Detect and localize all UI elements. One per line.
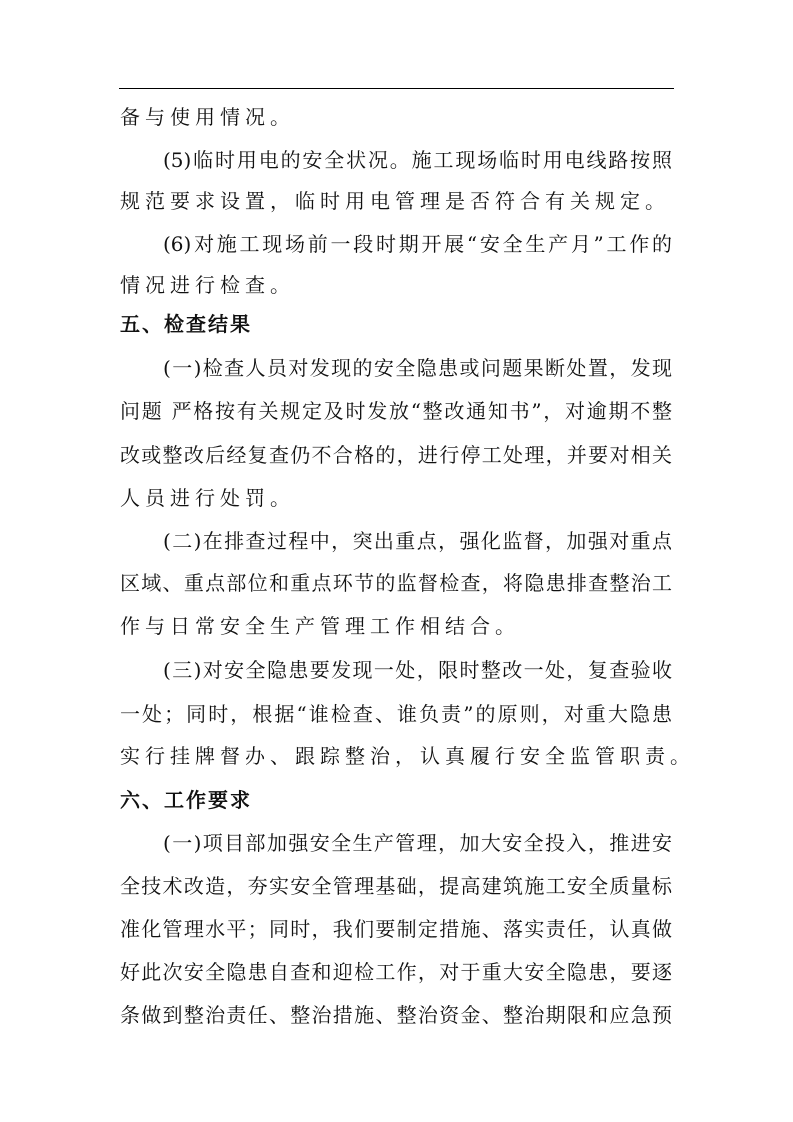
text-line: 准化管理水平；同时，我们要制定措施、落实责任，认真做 — [120, 917, 672, 941]
text-line: (三)对安全隐患要发现一处，限时整改一处，复查验收 — [163, 658, 672, 682]
section-heading: 六、工作要求 — [120, 788, 252, 812]
text-line: 实行挂牌督办、跟踪整治，认真履行安全监管职责。 — [120, 744, 695, 768]
text-line: 规范要求设置，临时用电管理是否符合有关规定。 — [120, 189, 670, 213]
text-line: 全技术改造，夯实安全管理基础，提高建筑施工安全质量标 — [120, 874, 672, 898]
text-line: 改或整改后经复查仍不合格的，进行停工处理，并要对相关 — [120, 443, 672, 467]
text-line: 区域、重点部位和重点环节的监督检查，将隐患排查整治工 — [120, 571, 672, 595]
text-line: (二)在排查过程中，突出重点，强化监督，加强对重点 — [163, 529, 672, 553]
text-line: 人员进行处罚。 — [120, 486, 295, 510]
text-line: (5)临时用电的安全状况。施工现场临时用电线路按照 — [163, 148, 672, 172]
text-line: 作与日常安全生产管理工作相结合。 — [120, 614, 520, 638]
text-line: (6)对施工现场前一段时期开展“安全生产月”工作的 — [163, 232, 672, 256]
text-line: (一)项目部加强安全生产管理，加大安全投入，推进安 — [163, 831, 672, 855]
text-line: 条做到整治责任、整治措施、整治资金、整治期限和应急预 — [120, 1003, 672, 1027]
header-rule — [119, 88, 674, 89]
text-line: (一)检查人员对发现的安全隐患或问题果断处置，发现 — [163, 356, 672, 380]
text-line: 问题 严格按有关规定及时发放“整改通知书”，对逾期不整 — [120, 399, 672, 423]
section-heading: 五、检查结果 — [120, 312, 252, 336]
text-line: 备与使用情况。 — [120, 105, 295, 129]
text-line: 一处；同时，根据“谁检查、谁负责”的原则，对重大隐患 — [120, 702, 672, 726]
text-line: 情况进行检查。 — [120, 273, 295, 297]
text-line: 好此次安全隐患自查和迎检工作，对于重大安全隐患，要逐 — [120, 960, 672, 984]
